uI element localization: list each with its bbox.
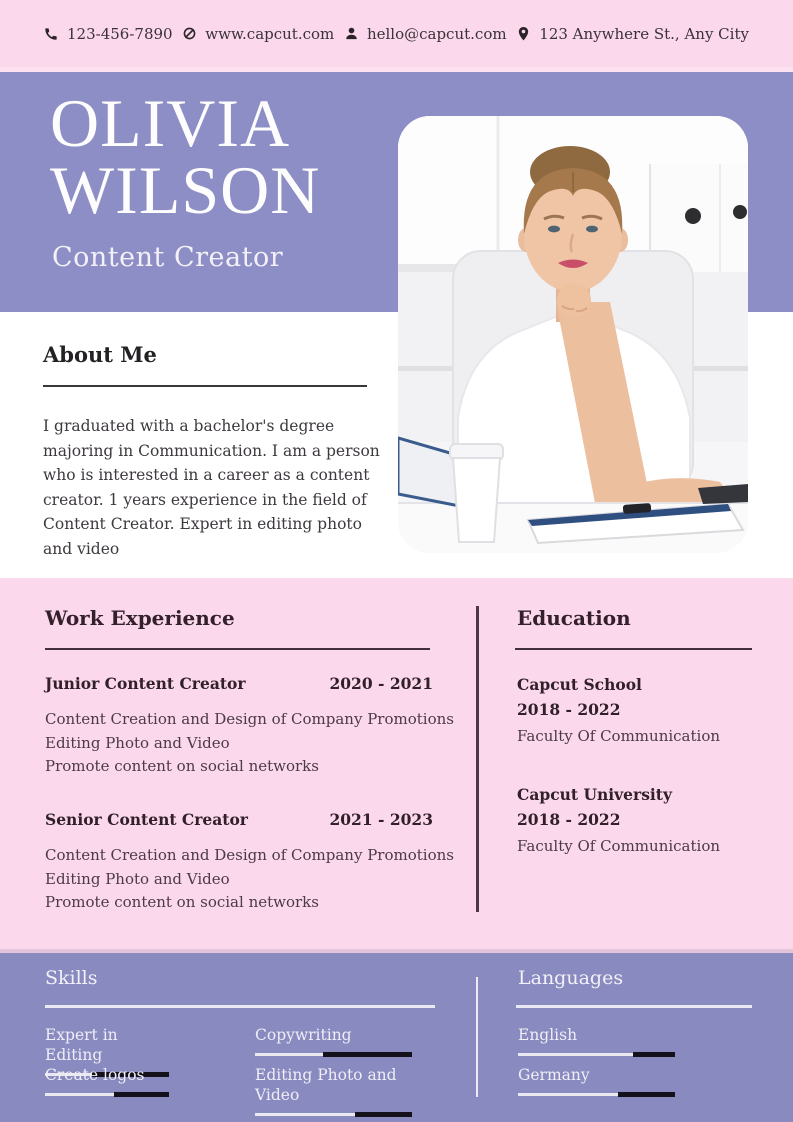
skills-heading: Skills (45, 967, 98, 989)
language-level-rest (618, 1092, 675, 1097)
job-2-details (45, 844, 454, 915)
phone-icon (44, 26, 59, 41)
skill-create-logos (45, 1065, 169, 1097)
skill-level-rest (114, 1092, 169, 1097)
website-icon (182, 26, 197, 41)
language-label: Germany (518, 1066, 590, 1084)
about-text: I graduated with a bachelor's degree majoring in Communication. I am a person who is interested in a career as a content creator. 1 years experience in the field of Content Creator. Expert in editing photo and video (43, 417, 380, 558)
about-heading: About Me (43, 342, 157, 367)
profile-photo (398, 116, 748, 553)
job-1-details (45, 708, 454, 779)
job-detail-line: Editing Photo and Video (45, 869, 230, 888)
language-label: English (518, 1026, 578, 1044)
skill-level-rest (355, 1112, 412, 1117)
skills-underline (45, 1005, 435, 1008)
skill-copywriting (255, 1025, 412, 1057)
name-heading (50, 85, 321, 228)
skill-label: Expert in Editing (45, 1026, 118, 1064)
skill-level-fill (255, 1113, 355, 1116)
footer-section (0, 953, 793, 1122)
skill-level-bar (255, 1051, 412, 1057)
language-level-fill (518, 1053, 633, 1056)
location-icon (516, 26, 531, 41)
work-heading: Work Experience (45, 606, 235, 630)
skill-label: Create logos (45, 1066, 145, 1084)
languages-heading: Languages (518, 967, 624, 989)
school-2 (517, 782, 755, 855)
contact-email-text: hello@capcut.com (366, 24, 507, 43)
skill-level-fill (45, 1093, 114, 1096)
languages-underline (516, 1005, 752, 1008)
first-name: OLIVIA (50, 85, 291, 161)
experience-vertical-divider (476, 606, 479, 912)
about-underline (43, 385, 367, 387)
school-2-faculty: Faculty Of Communication (517, 837, 721, 855)
person-icon (344, 26, 359, 41)
job-1-title: Junior Content Creator (45, 674, 246, 693)
profile-photo-illustration (398, 116, 748, 553)
school-1-period: 2018 - 2022 (517, 700, 621, 719)
language-level-bar (518, 1051, 675, 1057)
skill-level-bar (255, 1111, 412, 1117)
contact-address-text: 123 Anywhere St., Any City (539, 24, 749, 43)
language-germany (518, 1065, 675, 1097)
contact-phone (44, 25, 173, 43)
skill-level-bar (45, 1091, 169, 1097)
language-level-rest (633, 1052, 675, 1057)
job-1-period: 2020 - 2021 (329, 674, 433, 693)
school-1-name: Capcut School (517, 675, 642, 694)
job-2-header (45, 810, 433, 829)
school-2-name: Capcut University (517, 785, 672, 804)
skill-level-fill (255, 1053, 323, 1056)
education-underline (515, 648, 752, 650)
last-name: WILSON (50, 152, 321, 228)
language-level-fill (518, 1093, 618, 1096)
job-detail-line: Editing Photo and Video (45, 733, 230, 752)
job-detail-line: Promote content on social networks (45, 893, 319, 912)
contact-phone-text: 123-456-7890 (67, 24, 173, 43)
contact-website (182, 25, 334, 43)
job-detail-line: Content Creation and Design of Company Promotions (45, 710, 454, 728)
contact-header (0, 0, 793, 67)
work-underline (45, 648, 430, 650)
job-detail-line: Promote content on social networks (45, 757, 319, 776)
job-2-title: Senior Content Creator (45, 810, 248, 829)
skill-level-rest (323, 1052, 413, 1057)
contact-address (516, 25, 749, 43)
contact-email (344, 25, 507, 43)
language-english (518, 1025, 675, 1057)
job-2-period: 2021 - 2023 (329, 810, 433, 829)
education-heading: Education (517, 606, 631, 630)
school-2-period: 2018 - 2022 (517, 810, 621, 829)
skill-editing-photo-video (255, 1065, 412, 1117)
school-1-faculty: Faculty Of Communication (517, 727, 721, 745)
job-detail-line: Content Creation and Design of Company Promotions (45, 846, 454, 864)
language-level-bar (518, 1091, 675, 1097)
skill-label: Editing Photo and Video (255, 1066, 397, 1104)
school-1 (517, 672, 755, 745)
job-title: Content Creator (52, 242, 284, 273)
skill-label: Copywriting (255, 1026, 352, 1044)
job-1-header (45, 674, 433, 693)
footer-vertical-divider (476, 977, 478, 1097)
contact-website-text: www.capcut.com (205, 24, 335, 43)
experience-section (0, 578, 793, 949)
